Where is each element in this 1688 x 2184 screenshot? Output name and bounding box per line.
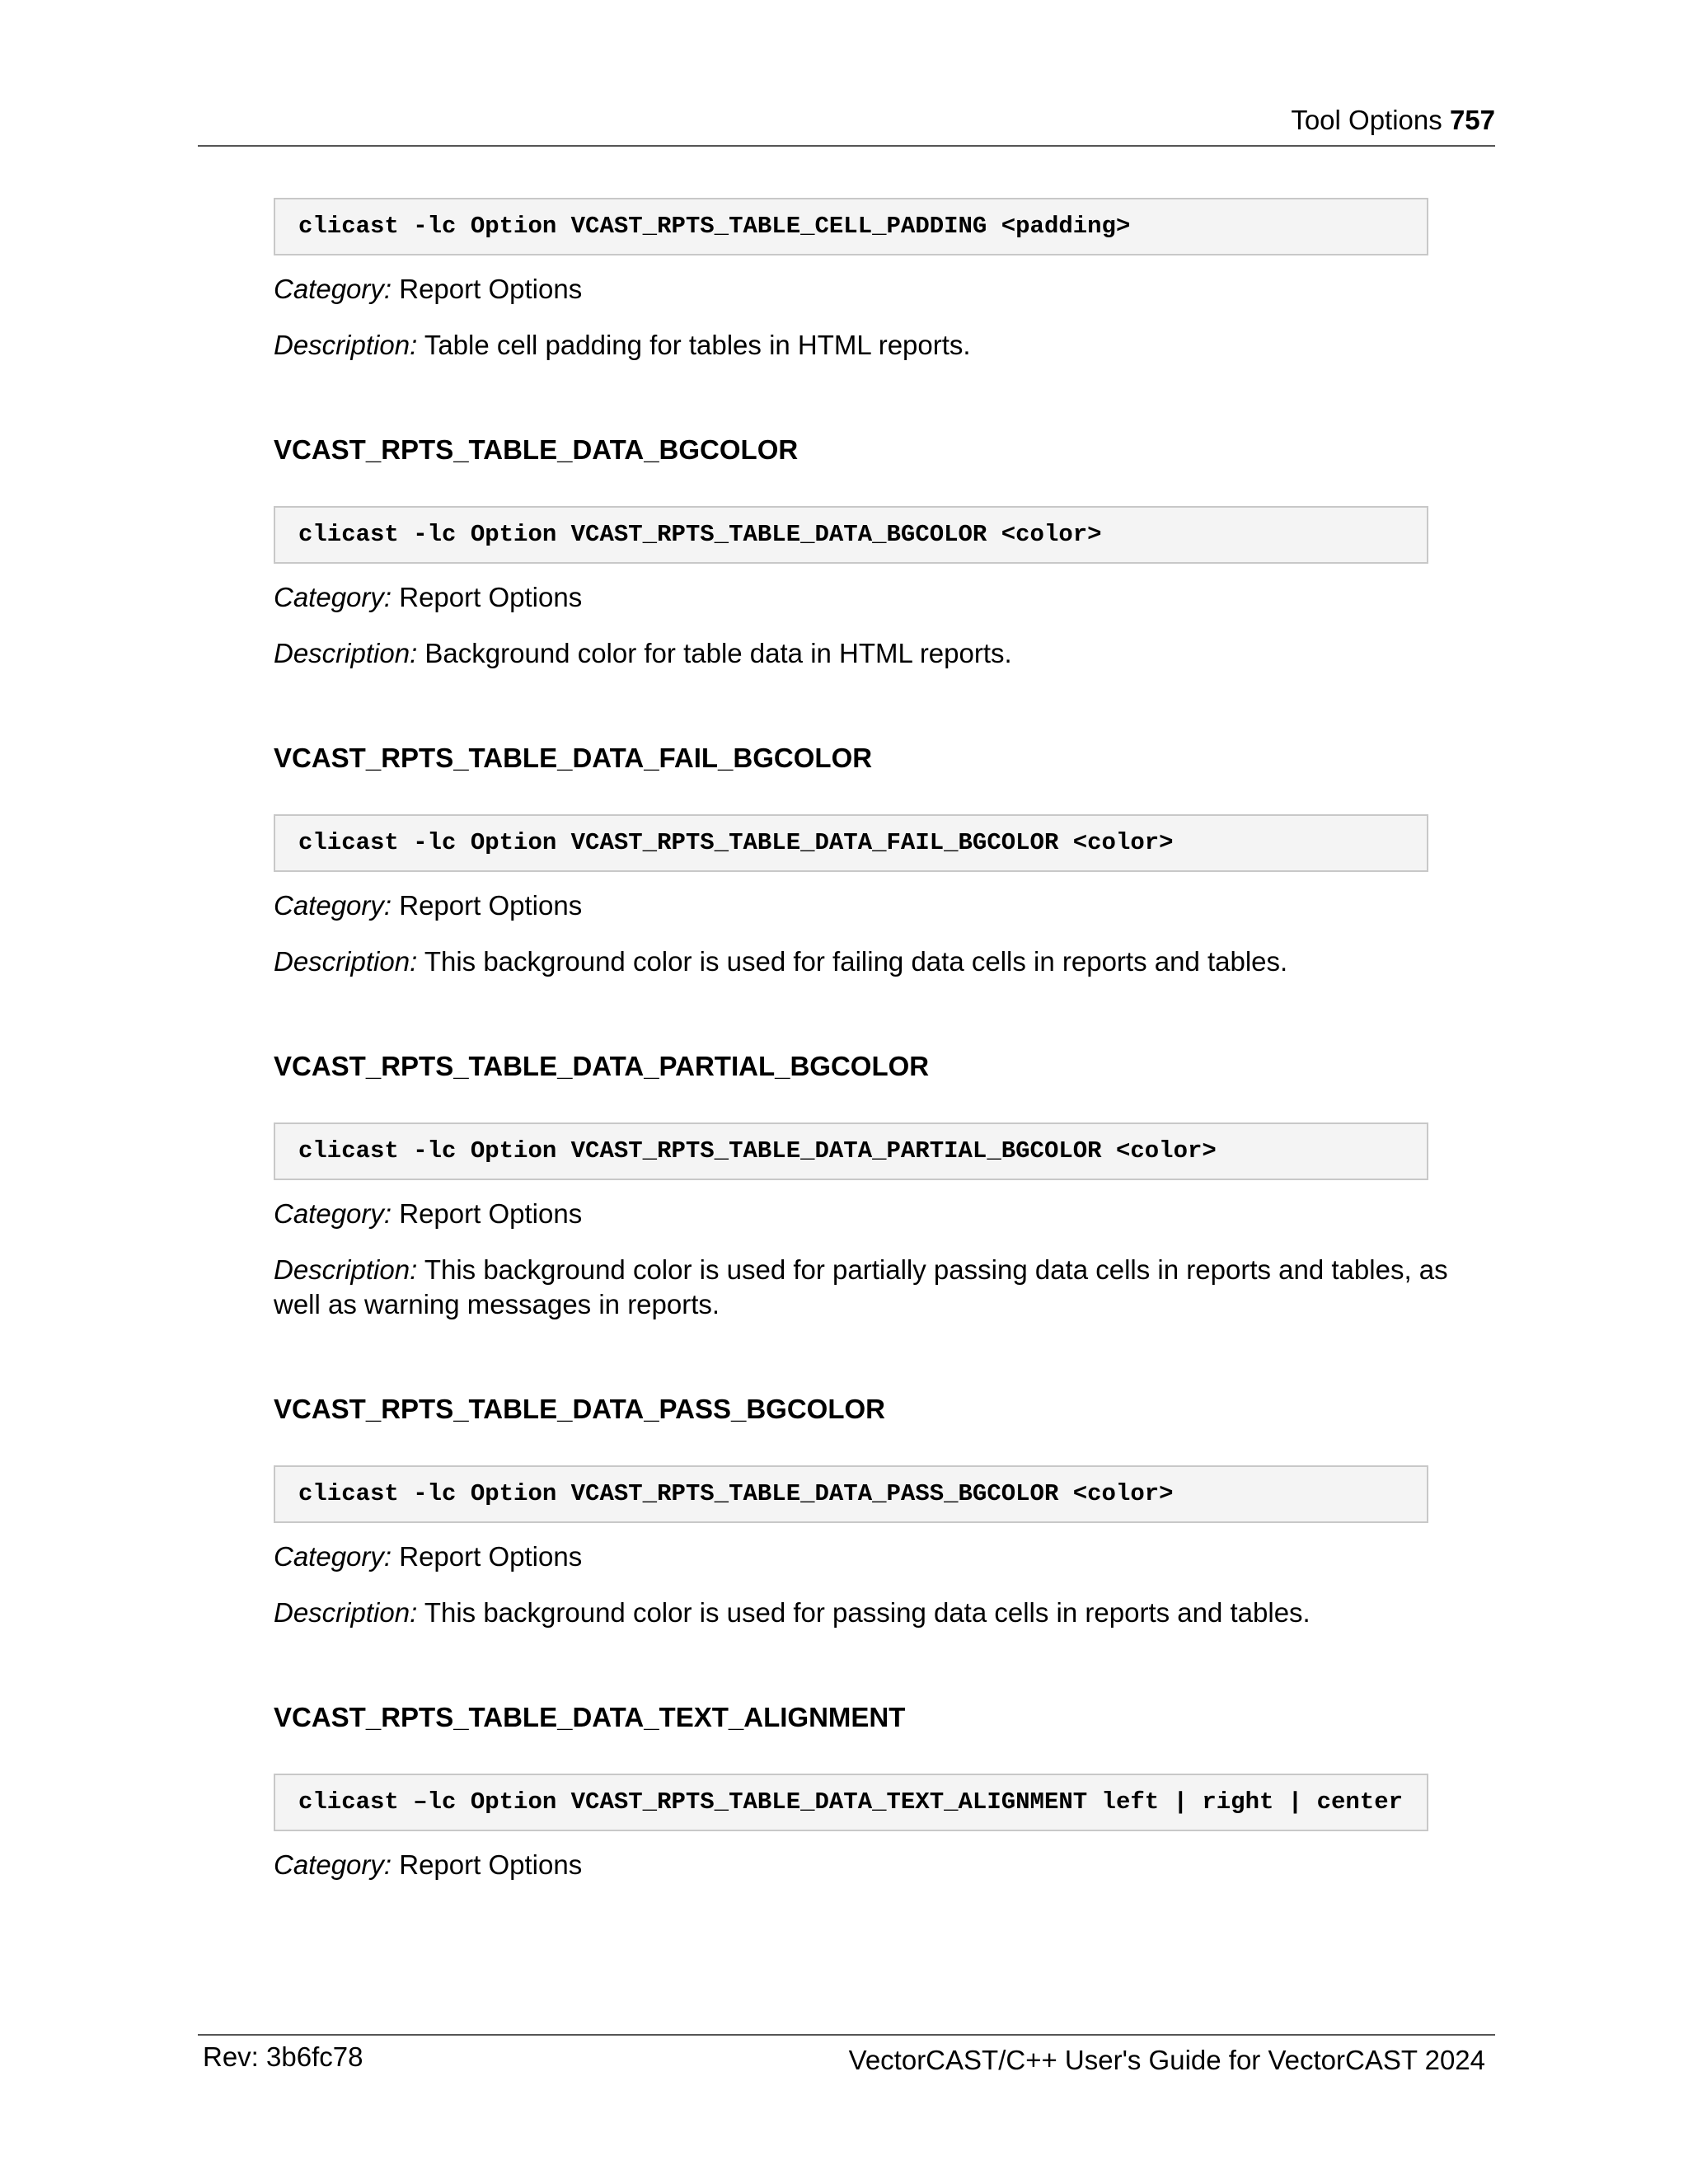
command-box: clicast -lc Option VCAST_RPTS_TABLE_DATA_BGCOLOR <color> (274, 506, 1428, 564)
option-heading: VCAST_RPTS_TABLE_DATA_FAIL_BGCOLOR (274, 743, 873, 773)
option-entry-data-pass-bgcolor (274, 1393, 1485, 1630)
category-value: Report Options (399, 582, 583, 612)
option-entry-data-fail-bgcolor (274, 742, 1485, 979)
description-value: This background color is used for passing data cells in reports and tables. (424, 1597, 1311, 1628)
description-line (274, 944, 1485, 979)
category-value: Report Options (399, 1541, 583, 1572)
description-label: Description: (274, 1597, 418, 1628)
category-label: Category: (274, 582, 392, 612)
command-box: clicast -lc Option VCAST_RPTS_TABLE_DATA_PARTIAL_BGCOLOR <color> (274, 1122, 1428, 1180)
command-box: clicast -lc Option VCAST_RPTS_TABLE_CELL_PADDING <padding> (274, 198, 1428, 255)
category-label: Category: (274, 1849, 392, 1880)
category-value: Report Options (399, 1849, 583, 1880)
description-label: Description: (274, 330, 418, 360)
description-value: Table cell padding for tables in HTML reports. (424, 330, 971, 360)
option-heading: VCAST_RPTS_TABLE_DATA_PARTIAL_BGCOLOR (274, 1051, 930, 1081)
footer-rule (198, 2034, 1495, 2036)
option-heading: VCAST_RPTS_TABLE_DATA_BGCOLOR (274, 434, 799, 465)
description-value: This background color is used for failing data cells in reports and tables. (424, 946, 1288, 977)
page-content (274, 198, 1485, 1882)
category-label: Category: (274, 274, 392, 304)
option-entry-data-partial-bgcolor (274, 1050, 1485, 1322)
category-value: Report Options (399, 274, 583, 304)
description-value: Background color for table data in HTML reports. (424, 638, 1012, 668)
header-section: Tool Options (1291, 105, 1442, 135)
option-entry-cell-padding (274, 198, 1485, 363)
category-line (274, 272, 1485, 307)
category-line (274, 580, 1485, 615)
description-line (274, 1253, 1485, 1322)
command-box: clicast -lc Option VCAST_RPTS_TABLE_DATA_PASS_BGCOLOR <color> (274, 1465, 1428, 1523)
category-label: Category: (274, 890, 392, 921)
option-entry-data-bgcolor (274, 434, 1485, 671)
category-value: Report Options (399, 1198, 583, 1229)
page-number: 757 (1449, 105, 1495, 135)
option-heading: VCAST_RPTS_TABLE_DATA_TEXT_ALIGNMENT (274, 1702, 906, 1732)
category-value: Report Options (399, 890, 583, 921)
description-line (274, 636, 1485, 671)
footer-guide-title: VectorCAST/C++ User's Guide for VectorCAST 2024 (848, 2045, 1485, 2075)
description-label: Description: (274, 638, 418, 668)
command-box: clicast –lc Option VCAST_RPTS_TABLE_DATA_TEXT_ALIGNMENT left | right | center (274, 1774, 1428, 1831)
description-label: Description: (274, 1254, 418, 1285)
description-line (274, 328, 1485, 363)
category-line (274, 888, 1485, 923)
category-line (274, 1540, 1485, 1574)
category-label: Category: (274, 1541, 392, 1572)
header-rule (198, 145, 1495, 147)
description-value: This background color is used for partially passing data cells in reports and tables, as well as warning messages in reports. (274, 1254, 1448, 1319)
category-line (274, 1197, 1485, 1231)
description-line (274, 1596, 1485, 1630)
page-header (198, 104, 1495, 137)
category-line (274, 1848, 1485, 1882)
category-label: Category: (274, 1198, 392, 1229)
description-label: Description: (274, 946, 418, 977)
footer-revision: Rev: 3b6fc78 (203, 2041, 363, 2072)
command-box: clicast -lc Option VCAST_RPTS_TABLE_DATA_FAIL_BGCOLOR <color> (274, 814, 1428, 872)
option-entry-data-text-alignment (274, 1701, 1485, 1882)
option-heading: VCAST_RPTS_TABLE_DATA_PASS_BGCOLOR (274, 1394, 885, 1424)
